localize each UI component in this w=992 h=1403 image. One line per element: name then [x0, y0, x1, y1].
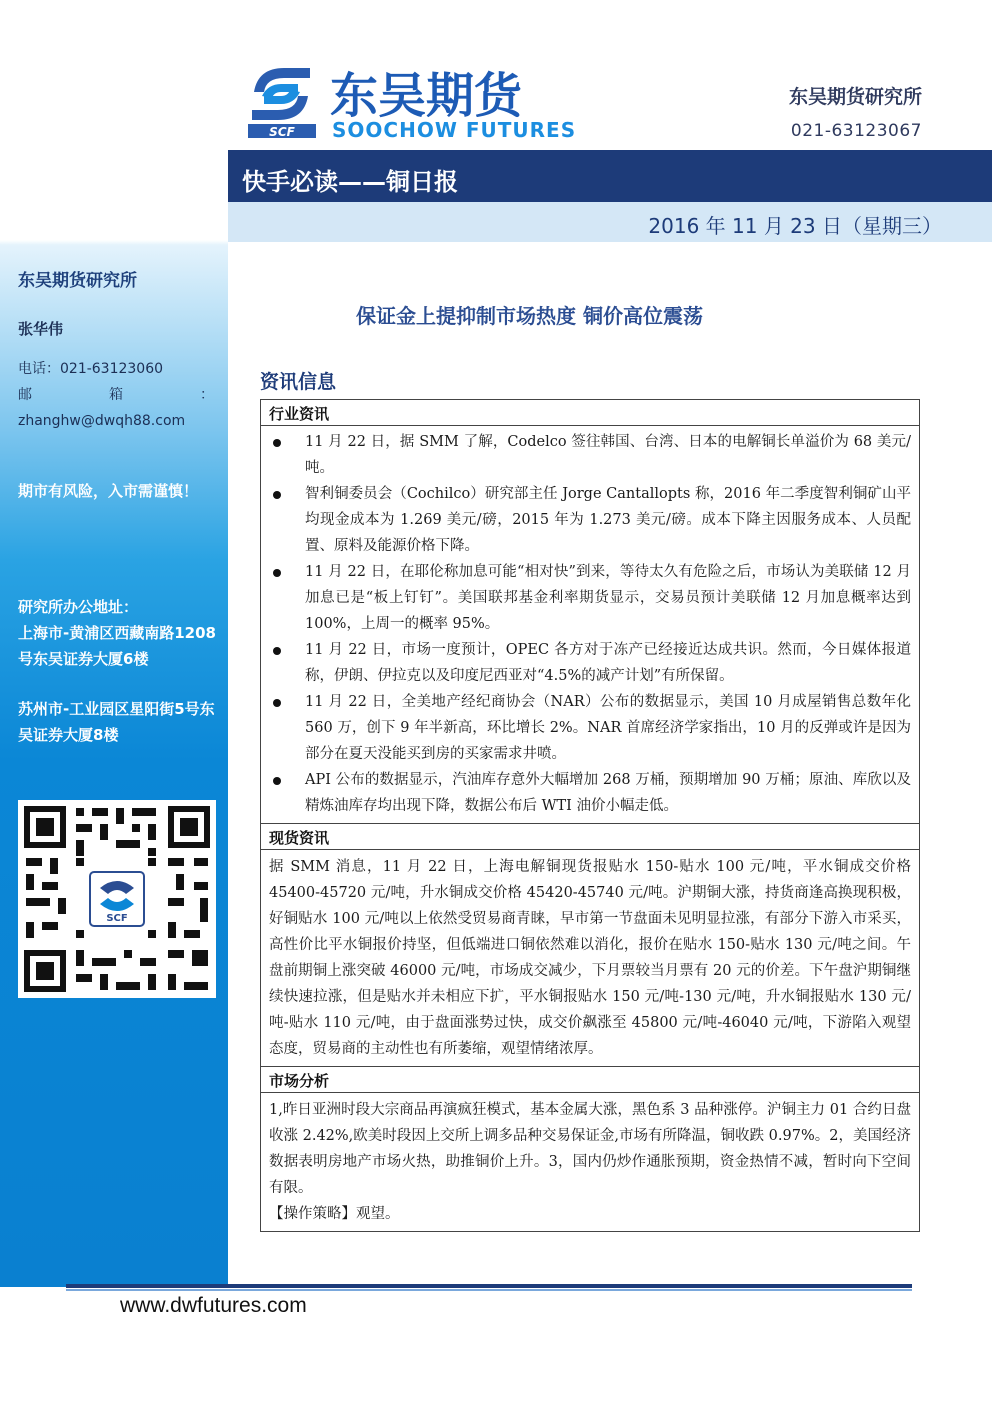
bullet-icon	[273, 647, 281, 655]
list-item: 智利铜委员会（Cochilco）研究部主任 Jorge Cantallopts 称，2016 年二季度智利铜矿山平均现金成本为 1.269 美元/磅，2015 年为 1.273 美元/磅。成本下降主因服务成本、人员配置、原料及能源价格下降。	[269, 481, 911, 559]
risk-warning: 期市有风险，入市需谨慎！	[18, 482, 199, 500]
bullet-icon	[273, 491, 281, 499]
author-name: 张华伟	[18, 320, 64, 338]
institute-phone: 021-63123067	[790, 121, 922, 141]
email-link[interactable]: zhanghw@dwqh88.com	[18, 413, 186, 429]
svg-text:SCF: SCF	[269, 125, 295, 139]
sidebar	[0, 0, 228, 1287]
svg-text:SCF: SCF	[106, 913, 128, 924]
list-item: 11 月 22 日，市场一度预计，OPEC 各方对于冻产已经接近达成共识。然而，今日媒体报道称，伊朗、伊拉克以及印度尼西亚对“4.5%的减产计划”有所保留。	[269, 637, 911, 689]
footer-url[interactable]: www.dwfutures.com	[120, 1294, 307, 1317]
contact-block	[18, 356, 214, 434]
report-title: 快手必读——铜日报	[242, 168, 458, 196]
address-suzhou: 苏州市-工业园区星阳街5号东吴证券大厦8楼	[18, 700, 215, 744]
address-label: 研究所办公地址：	[18, 598, 139, 616]
industry-heading: 行业资讯	[261, 400, 919, 426]
section-title: 资讯信息	[260, 371, 337, 393]
footer-divider-light	[66, 1289, 912, 1291]
qr-code-image	[18, 800, 216, 998]
bullet-icon	[273, 777, 281, 785]
report-date: 2016 年 11 月 23 日（星期三）	[648, 214, 942, 238]
list-item: 11 月 22 日，据 SMM 了解，Codelco 签往韩国、台湾、日本的电解铜长单溢价为 68 美元/吨。	[269, 429, 911, 481]
headline: 保证金上提抑制市场热度 铜价高位震荡	[356, 304, 703, 328]
phone-text: 电话：021-63123060	[18, 361, 164, 377]
mail-label: 邮 箱 ：	[18, 387, 214, 403]
analysis-heading: 市场分析	[261, 1067, 919, 1093]
brand-en-name: SOOCHOW FUTURES	[332, 118, 577, 140]
list-item: 11 月 22 日，全美地产经纪商协会（NAR）公布的数据显示，美国 10 月成屋销售总数年化 560 万，创下 9 年半新高，环比增长 2%。NAR 首席经济学家指出，10 月的反弹或许是因为部分在夏天没能买到房的买家需求井喷。	[269, 689, 911, 767]
bullet-icon	[273, 699, 281, 707]
title-banner	[228, 150, 992, 202]
bullet-icon	[273, 569, 281, 577]
brand-cn-name: 东吴期货	[330, 68, 523, 124]
footer-divider	[66, 1284, 912, 1288]
spot-text: 据 SMM 消息，11 月 22 日，上海电解铜现货报贴水 150-贴水 100 元/吨，平水铜成交价格 45400-45720 元/吨，升水铜成交价格 45420-45740 元/吨。沪期铜大涨，持货商逢高换现积极，好铜贴水 100 元/吨以上依然受贸易商青睐，早市第一节盘面未见明显拉涨，有部分下游入市采买，高性价比平水铜报价持坚，但低端进口铜依然难以消化，报价在贴水 150-贴水 130 元/吨之间。午盘前期铜上涨突破 46000 元/吨，市场成交减少，下月票较当月票有 20 元的价差。下午盘沪期铜继续快速拉涨，但是贴水并未相应下扩，平水铜报贴水 150 元/吨-130 元/吨，升水铜报贴水 130 元/吨-贴水 110 元/吨，由于盘面涨势过快，成交价飙涨至 45800 元/吨-46040 元/吨，下游陷入观望态度，贸易商的主动性也有所萎缩，观望情绪浓厚。	[261, 850, 919, 1067]
info-table	[260, 399, 920, 1232]
address-shanghai: 上海市-黄浦区西藏南路1208号东吴证券大厦6楼	[18, 624, 216, 668]
bullet-icon	[273, 439, 281, 447]
analysis-text: 1,昨日亚洲时段大宗商品再演疯狂模式，基本金属大涨，黑色系 3 品种涨停。沪铜主力 01 合约日盘收涨 2.42%,欧美时段因上交所上调多品种交易保证金,市场有所降温，铜收跌 0.97%。2，美国经济数据表明房地产市场火热，助推铜价上升。3，国内仍炒作通胀预期，资金热情不减，暂时向下空间有限。	[269, 1102, 911, 1196]
list-item: 11 月 22 日，在耶伦称加息可能“相对快”到来，等待太久有危险之后，市场认为美联储 12 月加息已是“板上钉钉”。美国联邦基金利率期货显示，交易员预计美联储 12 月加息概率达到 100%，上周一的概率 95%。	[269, 559, 911, 637]
industry-list	[261, 426, 919, 824]
brand-logo	[248, 62, 583, 140]
strategy-text: 【操作策略】观望。	[269, 1206, 400, 1222]
institute-name: 东吴期货研究所	[788, 86, 922, 108]
list-item: API 公布的数据显示，汽油库存意外大幅增加 268 万桶，预期增加 90 万桶；原油、库欣以及精炼油库存均出现下降，数据公布后 WTI 油价小幅走低。	[269, 767, 911, 819]
sidebar-title: 东吴期货研究所	[18, 271, 137, 291]
office-address	[18, 594, 223, 772]
brand-contact	[789, 82, 922, 141]
analysis-block	[261, 1093, 919, 1232]
date-bar	[228, 202, 992, 242]
spot-heading: 现货资讯	[261, 824, 919, 850]
